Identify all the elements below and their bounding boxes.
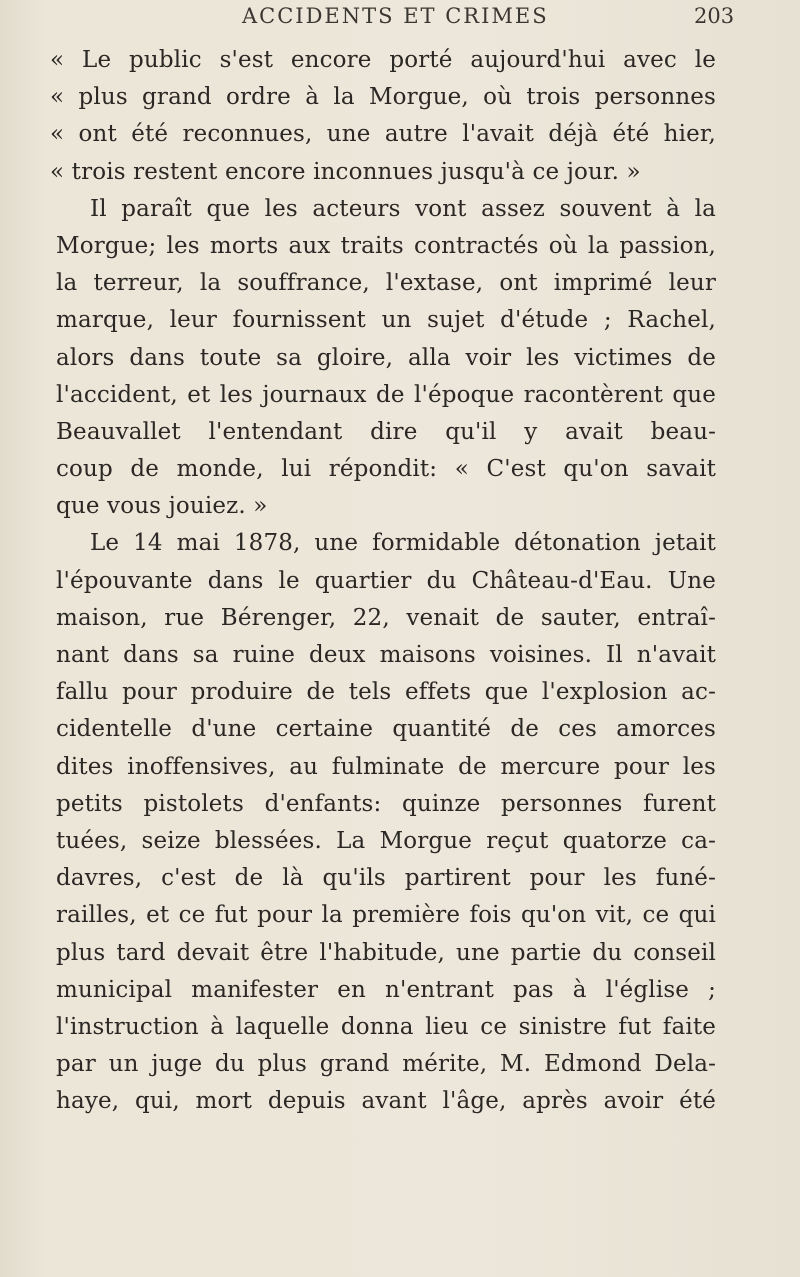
running-title: ACCIDENTS ET CRIMES <box>242 4 549 28</box>
text-line: marque, leur fournissent un sujet d'étude ; Rachel, <box>56 307 716 334</box>
text-line: « trois restent encore inconnues jusqu'à ce jour. » <box>50 158 641 185</box>
text-line: fallu pour produire de tels effets que l'explosion ac- <box>56 679 716 706</box>
text-line: par un juge du plus grand mérite, M. Edmond Dela- <box>56 1051 716 1078</box>
text-line: tuées, seize blessées. La Morgue reçut quatorze ca- <box>56 827 716 854</box>
text-line: cidentelle d'une certaine quantité de ces amorces <box>56 716 716 743</box>
text-line: petits pistolets d'enfants: quinze personnes furent <box>56 790 716 817</box>
text-line: davres, c'est de là qu'ils partirent pour les funé- <box>56 865 716 892</box>
text-line: haye, qui, mort depuis avant l'âge, après avoir été <box>56 1088 716 1115</box>
text-line: municipal manifester en n'entrant pas à l'église ; <box>56 976 716 1003</box>
text-line: Morgue; les morts aux traits contractés où la passion, <box>56 232 716 259</box>
text-line: l'accident, et les journaux de l'époque racontèrent que <box>56 381 716 408</box>
text-line: Le 14 mai 1878, une formidable détonation jetait <box>90 530 716 557</box>
text-line: plus tard devait être l'habitude, une partie du conseil <box>56 939 716 966</box>
text-line: railles, et ce fut pour la première fois qu'on vit, ce qui <box>56 902 716 929</box>
text-line: « plus grand ordre à la Morgue, où trois personnes <box>50 84 716 111</box>
text-line: la terreur, la souffrance, l'extase, ont imprimé leur <box>56 270 716 297</box>
text-line: « ont été reconnues, une autre l'avait déjà été hier, <box>50 121 716 148</box>
text-line: maison, rue Bérenger, 22, venait de sauter, entraî- <box>56 604 716 631</box>
page-number: 203 <box>694 4 735 28</box>
text-line: alors dans toute sa gloire, alla voir les victimes de <box>56 344 716 371</box>
text-line: dites inoffensives, au fulminate de mercure pour les <box>56 753 716 780</box>
text-line: Beauvallet l'entendant dire qu'il y avait beau- <box>56 418 716 445</box>
body-text <box>50 42 716 1120</box>
text-line: Il paraît que les acteurs vont assez souvent à la <box>90 195 716 222</box>
page-header <box>0 4 800 34</box>
text-line: nant dans sa ruine deux maisons voisines. Il n'avait <box>56 642 716 668</box>
text-line: l'instruction à laquelle donna lieu ce sinistre fut faite <box>56 1013 716 1040</box>
text-line: que vous jouiez. » <box>56 493 268 520</box>
text-line: « Le public s'est encore porté aujourd'hui avec le <box>50 47 716 73</box>
text-line: coup de monde, lui répondit: « C'est qu'on savait <box>56 456 716 483</box>
text-line: l'épouvante dans le quartier du Château-d'Eau. Une <box>56 567 716 594</box>
